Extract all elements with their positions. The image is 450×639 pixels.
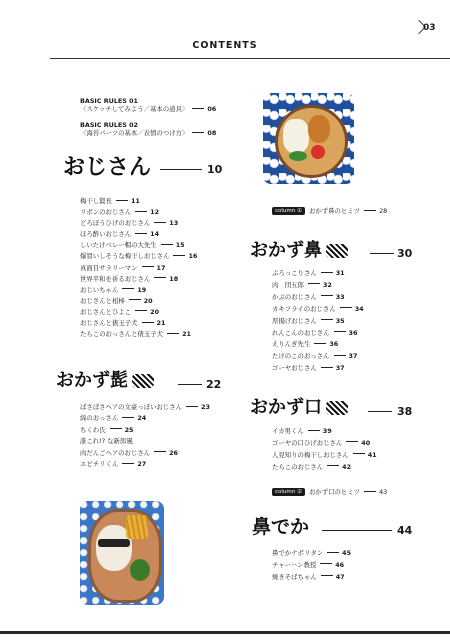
list-item: 世界平和を祈るおじさん 18: [80, 274, 179, 283]
footer-bar: [0, 631, 450, 634]
list-item: たけのこのおっさん 37: [272, 352, 358, 361]
list-item: イカ男くん 39: [272, 427, 332, 435]
list-item: ほろ酔いおじさん 14: [80, 230, 160, 239]
section-title-okazu-hana: おかず鼻: [250, 236, 348, 262]
basic-rules-02: BASIC RULES 02 〈海苔パーツの基本／表情のつけ方〉 08: [80, 121, 217, 137]
list-item: かぶのおじさん 33: [272, 292, 345, 301]
bento-photo-1: [263, 93, 354, 184]
section-title-okazu-kuchi: おかず口: [250, 393, 348, 419]
column-badge: column ②: [272, 488, 305, 496]
list-item: 誰これ!? な新郎風: [80, 437, 133, 446]
okazu-kuchi-list: [272, 426, 377, 474]
column-1-heading: column ① おかず鼻のヒミツ 28: [272, 206, 387, 215]
list-item: ゴーヤおじさん 37: [272, 364, 345, 373]
list-item: ぶろっこりさん 31: [272, 269, 345, 277]
list-item: えりんぎ先生 36: [272, 340, 339, 349]
ojisan-list: [80, 196, 197, 340]
list-item: 焼きそばちゃん 47: [272, 572, 345, 581]
list-item: しいたけベレー帽の大先生 15: [80, 241, 185, 250]
section-line: [370, 253, 394, 254]
list-item: たらこのおっさんと俵玉子犬 21: [80, 330, 191, 339]
section-line: [178, 384, 202, 385]
list-item: ぱさぱさヘアの文豪っぽいおじさん 23: [80, 403, 210, 411]
header-divider: [50, 58, 450, 59]
stamp-decoration: [326, 401, 348, 415]
list-item: どろぼうひげのおじさん 13: [80, 219, 179, 228]
section-page: 44: [397, 524, 413, 537]
list-item: 爆買いしそうな梅干しおじさん 16: [80, 252, 198, 261]
section-page: 38: [397, 405, 413, 418]
stamp-decoration: [132, 374, 154, 388]
list-item: おじさんとひよこ 20: [80, 307, 160, 316]
stamp-decoration: [326, 244, 348, 258]
section-page: 30: [397, 247, 413, 260]
section-page: 10: [207, 163, 223, 176]
list-item: 肉 団五郎 32: [272, 280, 332, 289]
list-item: おじさんと俵玉子犬 21: [80, 319, 166, 328]
basic-rules-01: BASIC RULES 01 〈スケッチしてみよう／基本の道具〉 06: [80, 97, 217, 113]
list-item: 肉だんごヘアのおじさん 26: [80, 448, 179, 457]
list-item: チャーハン教授 46: [272, 560, 345, 569]
section-page: 22: [206, 378, 222, 391]
list-item: 鼻でかナポリタン 45: [272, 549, 352, 557]
column-2-heading: column ② おかず口のヒミツ 43: [272, 487, 387, 496]
okazu-hige-list: [80, 402, 210, 470]
list-item: リボンのおじさん 12: [80, 208, 160, 217]
section-line: [368, 411, 392, 412]
list-item: ゴーヤの口ひげおじさん 40: [272, 438, 371, 447]
section-title-hanadeka: 鼻でか: [252, 516, 310, 538]
list-item: 綿のおっさん 24: [80, 414, 147, 423]
list-item: カキフライのおじさん 34: [272, 304, 364, 313]
list-item: れんこんのおじさん 36: [272, 328, 358, 337]
list-item: おじいちゃん 19: [80, 285, 147, 294]
page-title: CONTENTS: [192, 40, 258, 51]
list-item: エビチリくん 27: [80, 460, 147, 469]
list-item: おじさんと相棒 20: [80, 296, 153, 305]
list-item: 梅干し賢長 11: [80, 197, 140, 205]
okazu-hana-list: [272, 268, 364, 375]
bento-photo-2: [80, 501, 164, 605]
section-title-okazu-hige: おかず髭: [56, 366, 154, 392]
page-number: 03: [423, 23, 436, 33]
section-title-ojisan: おじさん: [63, 154, 152, 180]
section-line: [160, 169, 202, 170]
list-item: 真面目サラリーマン 17: [80, 263, 166, 272]
list-item: ちくわ氏 25: [80, 425, 134, 434]
list-item: たらこのおじさん 42: [272, 462, 352, 471]
list-item: 厚揚げおじさん 35: [272, 316, 345, 325]
list-item: 人見知りの梅干しおじさん 41: [272, 450, 377, 459]
section-line: [322, 530, 392, 531]
column-badge: column ①: [272, 207, 305, 215]
hanadeka-list: [272, 548, 351, 584]
